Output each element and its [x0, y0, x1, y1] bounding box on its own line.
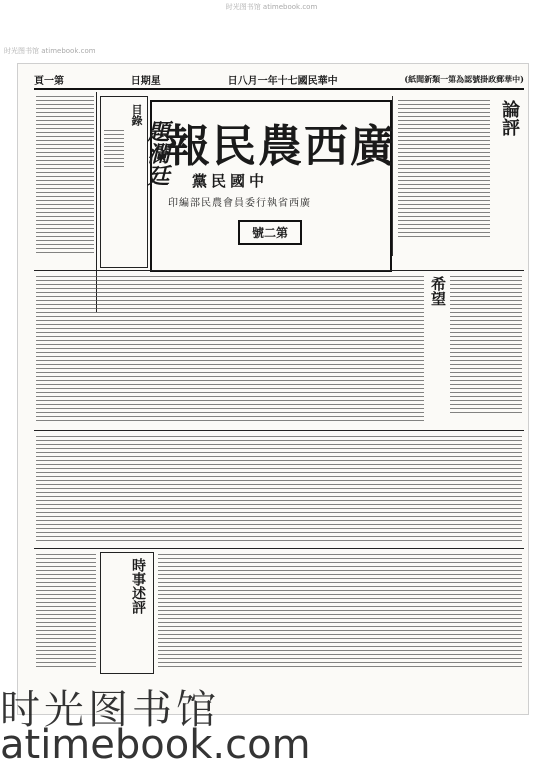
editor-line: 印編部民農會員委行執省西廣 [168, 198, 311, 209]
article-text-bottom-right [158, 554, 522, 674]
contents-list [104, 130, 124, 260]
watermark-bottom-cn: 时光图书馆 [0, 687, 220, 733]
article-text-middle [36, 276, 424, 426]
newspaper-title: 報民農西廣 [166, 121, 396, 172]
article-text-bottom-left [36, 554, 96, 674]
current-affairs-title: 時事述評 [130, 558, 146, 614]
masthead [150, 100, 396, 272]
calligraphy-inscription: 題瀾廷 [144, 120, 170, 186]
publisher: 黨民國中 [192, 172, 269, 190]
page-number: 頁一第 [34, 75, 64, 87]
editorial-title: 論評 [499, 100, 520, 136]
hope-title: 希望 [429, 276, 447, 306]
section-rule-2 [34, 430, 524, 431]
registration-note: (紙聞新類一第為認號掛政郵華中) [404, 73, 524, 84]
issue-date: 日八月一年十七國民華中 [227, 75, 338, 87]
article-text-lower [36, 436, 522, 546]
article-text-right [450, 276, 522, 426]
watermark-top: 时光图书馆 atimebook.com [225, 3, 318, 11]
header-line [34, 70, 524, 90]
editorial-text [398, 100, 490, 250]
contents-label: 目錄 [130, 104, 143, 126]
weekday: 日期星 [130, 75, 161, 87]
watermark-bottom-en: atimebook.com [0, 722, 311, 768]
section-rule-3 [34, 548, 524, 549]
section-rule [34, 270, 524, 271]
left-text-block [36, 96, 94, 306]
watermark-side: 时光图书馆 atimebook.com [4, 47, 96, 55]
issue-number: 號二第 [238, 220, 302, 245]
